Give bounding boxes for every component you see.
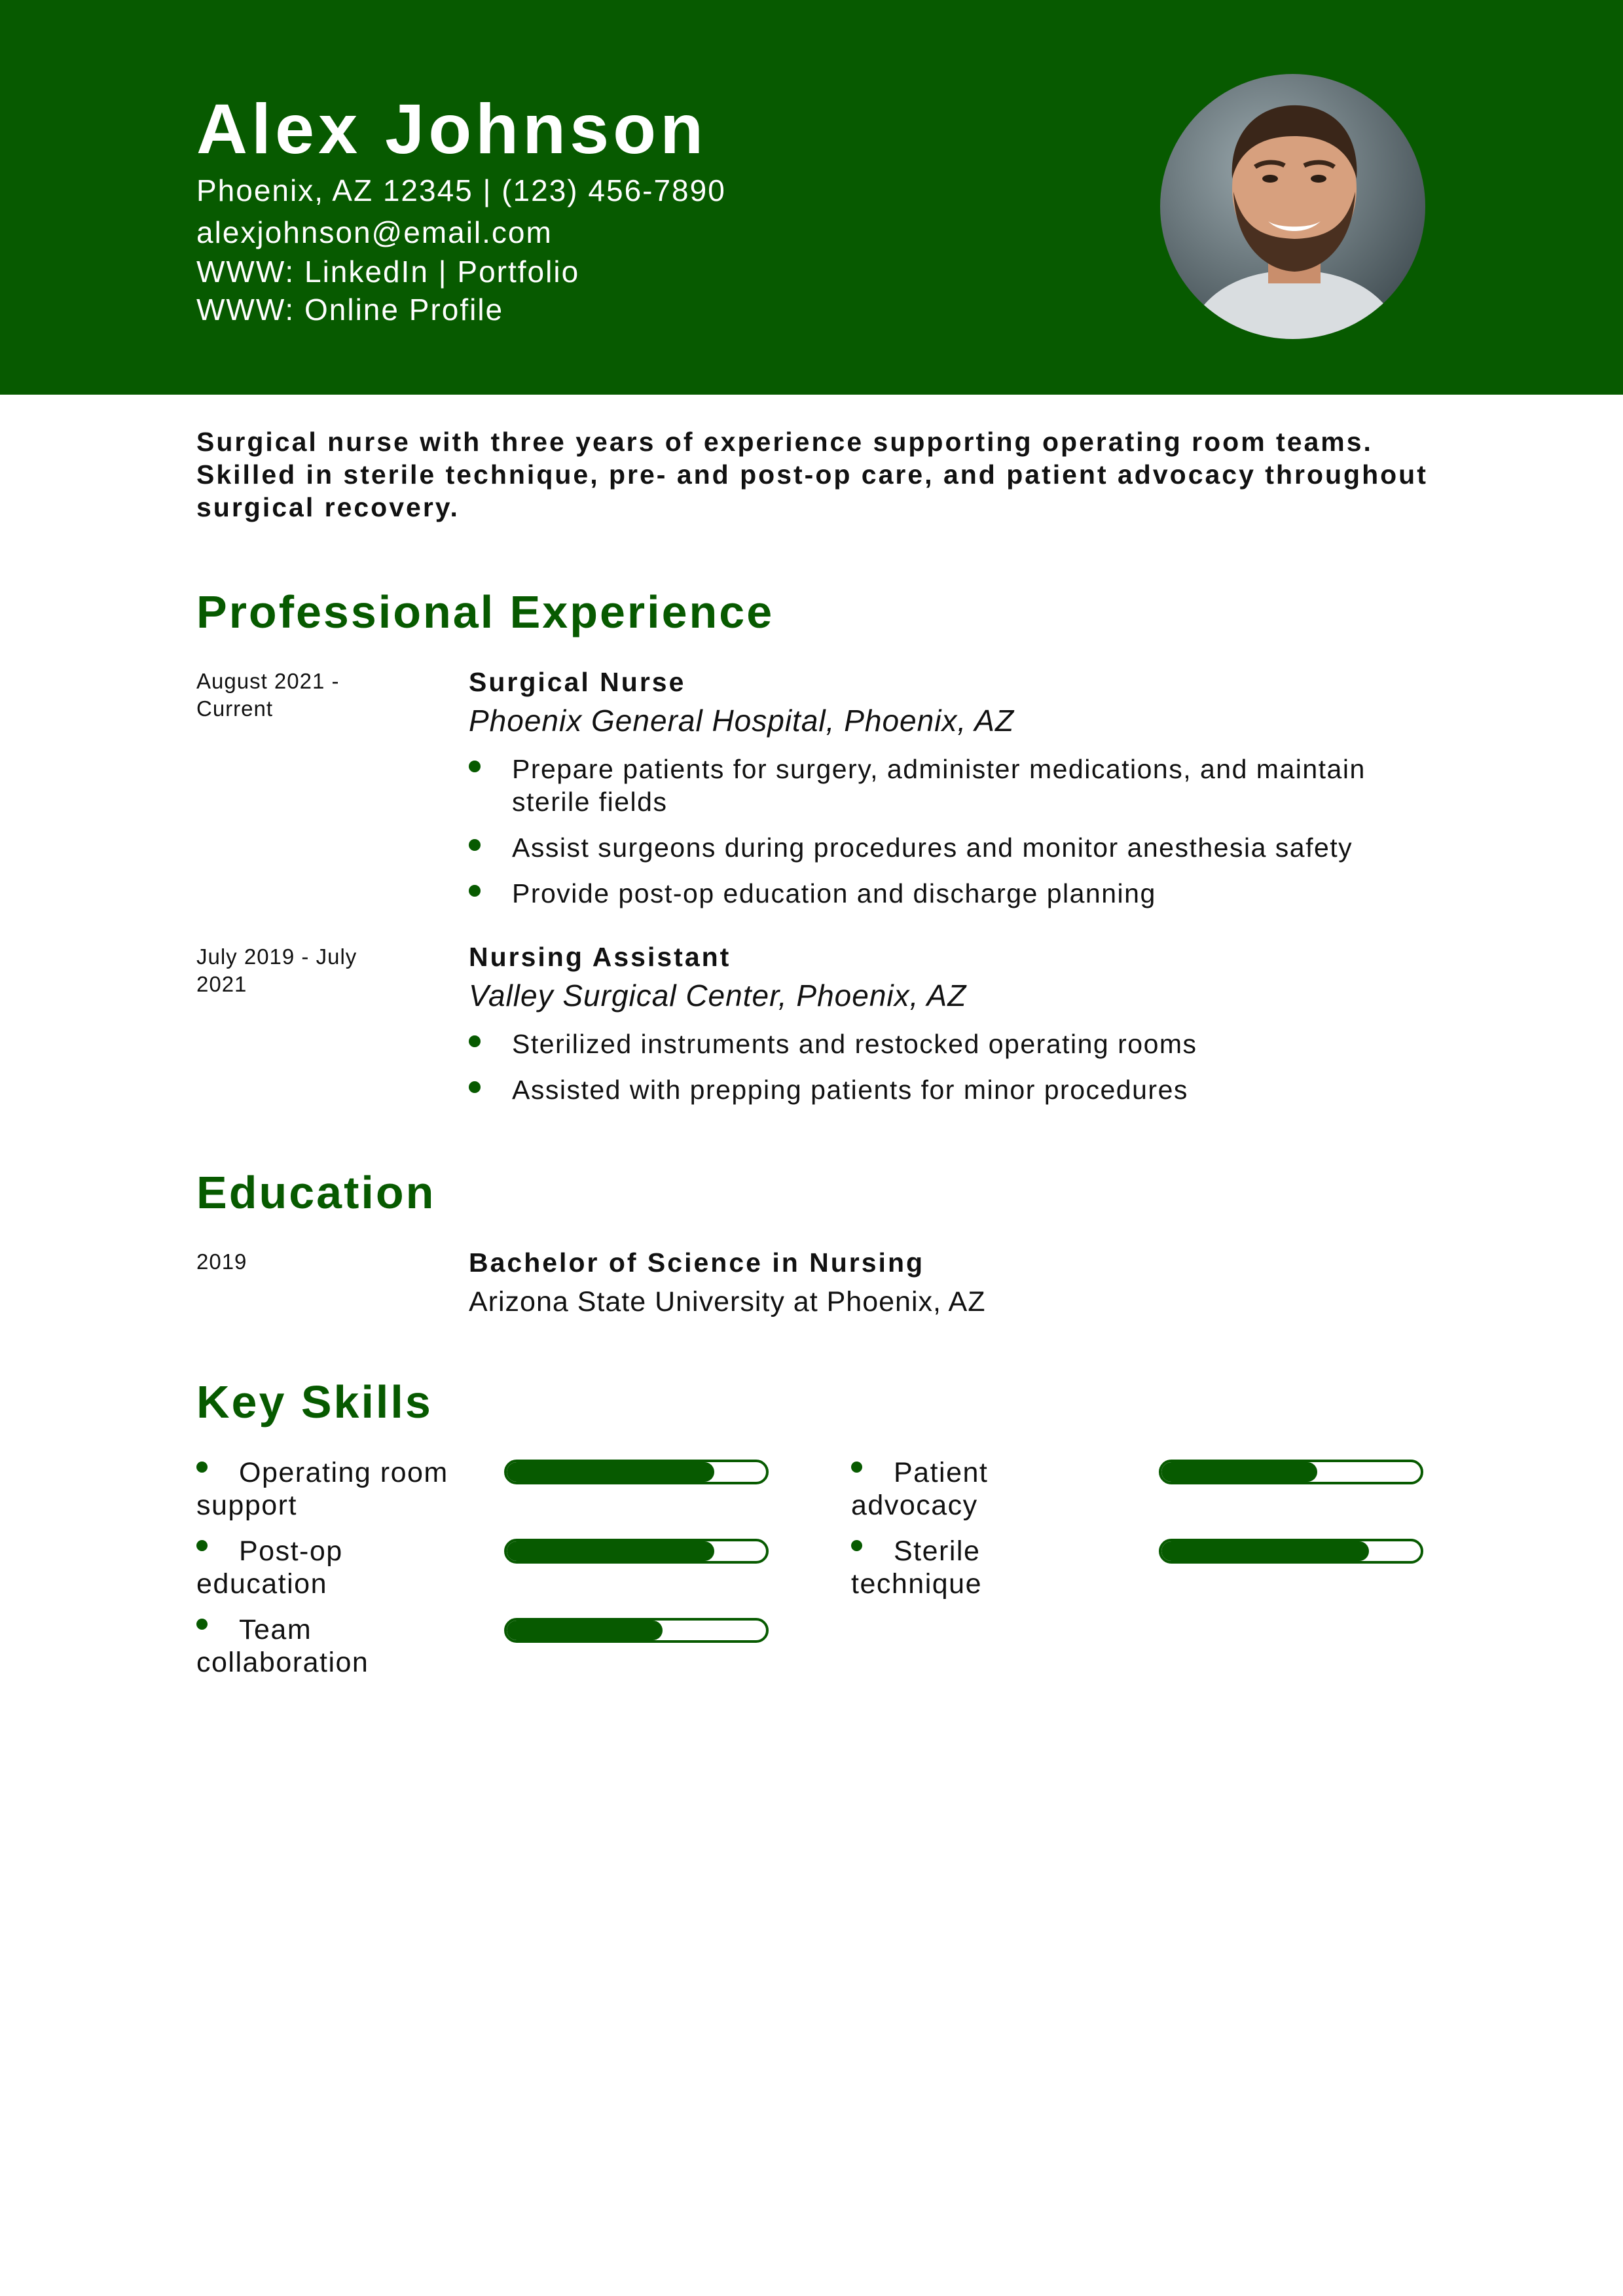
school-name: Arizona State University at Phoenix, AZ (469, 1286, 986, 1318)
list-item (469, 1028, 1431, 1060)
skill-level-fill (1161, 1462, 1317, 1482)
skill-level-bar (1159, 1460, 1423, 1484)
list-item (469, 877, 1431, 910)
skill-item (196, 1613, 369, 1679)
skill-label: Post-op (239, 1535, 343, 1567)
list-item (469, 753, 1431, 818)
bullet-icon (469, 885, 481, 897)
skill-label-cont: education (196, 1568, 327, 1600)
skill-label: Sterile (894, 1535, 981, 1567)
bullet-icon (851, 1540, 862, 1551)
skill-item (196, 1456, 448, 1522)
section-title-education: Education (196, 1167, 436, 1218)
skill-level-fill (1161, 1541, 1369, 1561)
job-organization: Valley Surgical Center, Phoenix, AZ (469, 978, 967, 1013)
job-date-start: August 2021 - (196, 669, 340, 693)
list-item (469, 1073, 1431, 1106)
skill-label-cont: support (196, 1490, 297, 1521)
skill-item (851, 1456, 988, 1522)
job-organization: Phoenix General Hospital, Phoenix, AZ (469, 704, 1015, 738)
profile-summary: Surgical nurse with three years of experience supporting operating room teams. Skilled in sterile technique, pre- and post-op care, and patient advocacy throughout surgical recovery. (196, 427, 1428, 522)
bullet-icon (469, 761, 481, 772)
skill-level-bar (504, 1460, 769, 1484)
list-item (469, 831, 1431, 864)
email-link[interactable]: alexjohnson@email.com (196, 215, 553, 249)
header-band (0, 0, 1623, 395)
job-date (196, 943, 406, 998)
skill-item (851, 1535, 982, 1600)
job-date (196, 668, 406, 723)
bullet-text: Provide post-op education and discharge planning (512, 878, 1156, 908)
bullet-icon (196, 1462, 208, 1473)
skill-label: Operating room (239, 1457, 448, 1488)
degree-title: Bachelor of Science in Nursing (469, 1247, 925, 1278)
bullet-icon (196, 1540, 208, 1551)
bullet-icon (469, 839, 481, 851)
skill-level-fill (507, 1621, 663, 1640)
skill-level-bar (504, 1618, 769, 1643)
online-profile-link[interactable]: WWW: Online Profile (196, 293, 504, 327)
skill-item (196, 1535, 343, 1600)
bullet-text: Assisted with prepping patients for minor procedures (512, 1075, 1188, 1105)
education-date: 2019 (196, 1249, 247, 1274)
bullet-text: Prepare patients for surgery, administer medications, and maintain sterile fields (512, 754, 1366, 817)
job-role: Surgical Nurse (469, 667, 686, 697)
section-title-skills: Key Skills (196, 1376, 433, 1427)
profile-photo (1160, 74, 1425, 339)
section-title-experience: Professional Experience (196, 586, 775, 637)
candidate-name: Alex Johnson (196, 89, 708, 168)
job-date-start: July 2019 - July (196, 944, 357, 969)
skill-level-bar (1159, 1539, 1423, 1564)
skill-level-fill (507, 1541, 714, 1561)
bullet-text: Assist surgeons during procedures and monitor anesthesia safety (512, 833, 1353, 863)
job-date-end: Current (196, 696, 274, 721)
bullet-icon (469, 1081, 481, 1093)
skill-level-fill (507, 1462, 714, 1482)
job-date-end: 2021 (196, 972, 247, 996)
skill-label: Team (239, 1614, 312, 1645)
web-links[interactable]: WWW: LinkedIn | Portfolio (196, 255, 580, 289)
bullet-icon (469, 1035, 481, 1047)
skill-level-bar (504, 1539, 769, 1564)
bullet-text: Sterilized instruments and restocked operating rooms (512, 1029, 1197, 1059)
bullet-icon (196, 1619, 208, 1630)
skill-label-cont: technique (851, 1568, 982, 1600)
job-role: Nursing Assistant (469, 942, 731, 972)
skill-label-cont: advocacy (851, 1490, 978, 1521)
bullet-icon (851, 1462, 862, 1473)
skill-label-cont: collaboration (196, 1647, 369, 1678)
skill-label: Patient (894, 1457, 989, 1488)
address-phone: Phoenix, AZ 12345 | (123) 456-7890 (196, 173, 726, 207)
